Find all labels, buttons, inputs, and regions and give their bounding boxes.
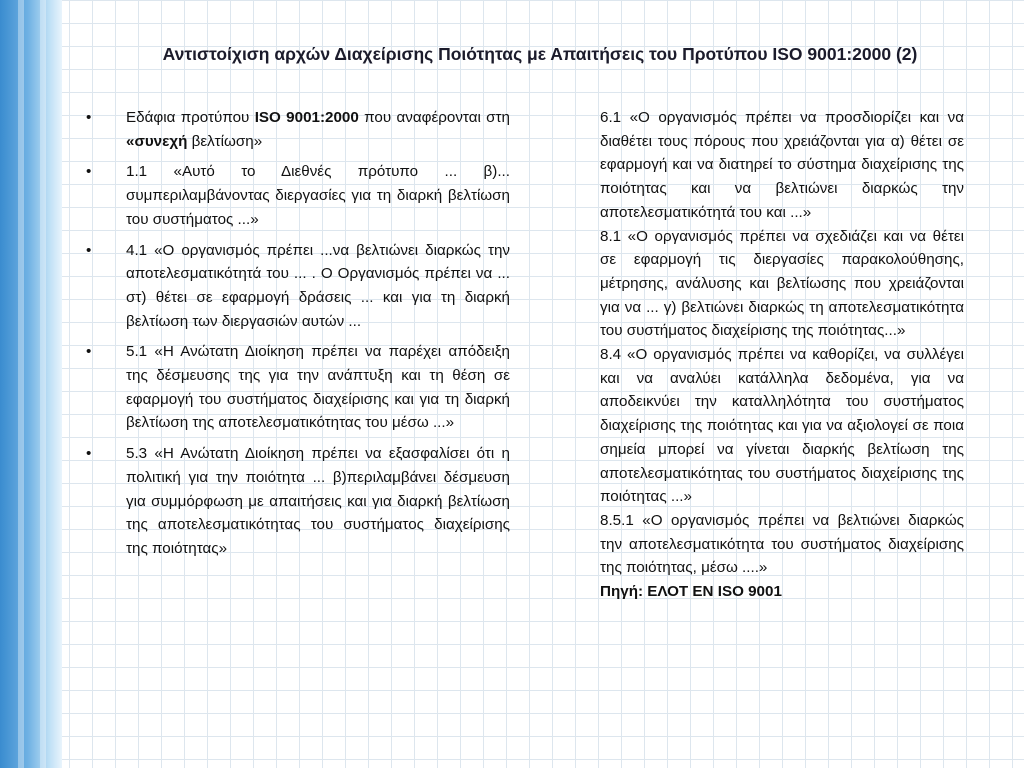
left-decorative-bar: [0, 0, 62, 768]
bar-stripe: [40, 0, 46, 768]
list-item: [86, 160, 510, 231]
list-item-text-part: βελτίωση»: [187, 132, 263, 150]
list-item: [86, 442, 510, 561]
slide-title: Αντιστοίχιση αρχών Διαχείρισης Ποιότητας με Απαιτήσεις του Προτύπου ISO 9001:2000 (2): [162, 44, 918, 64]
clause-paragraph-8-1: 8.1 «Ο οργανισμός πρέπει να σχεδιάζει και να θέτει σε εφαρμογή τις διεργασίες παρακολούθησης, μέτρησης, ανάλυσης και βελτίωσης που χρειάζονται για να ... γ) βελτιώνει διαρκώς τη αποτελεσματικότητα του συστήματος διαχείρισης της ποιότητας...»: [600, 227, 964, 340]
list-item-emphasis: «συνεχή: [126, 132, 188, 150]
right-text-column: [600, 106, 964, 604]
left-bullet-list: [86, 106, 510, 568]
list-item-text-part: που αναφέρονται στη: [358, 109, 511, 126]
list-item-text: 5.1 «Η Ανώτατη Διοίκηση πρέπει να παρέχει απόδειξη της δέσμευσης της για την ανάπτυξη και τη θέση σε εφαρμογή του συστήματος διαχείρισης και για τη διαρκή βελτίωση της αποτελεσματικότητας του μέσω ...»: [126, 343, 510, 432]
source-citation: Πηγή: ΕΛΟΤ ΕΝ ISO 9001: [600, 583, 782, 601]
list-item-standard-name: ISO 9001:2000: [254, 109, 359, 126]
bar-stripe: [18, 0, 24, 768]
clause-paragraph-8-5-1: 8.5.1 «Ο οργανισμός πρέπει να βελτιώνει διαρκώς την αποτελεσματικότητα του συστήματος διαχείρισης της ποιότητας, μέσω ....»: [600, 511, 964, 577]
clause-paragraph-8-4: 8.4 «Ο οργανισμός πρέπει να καθορίζει, να συλλέγει και να αναλύει κατάλληλα δεδομένα, για να αποδεικνύει την καταλληλότητα του συστήματος διαχείρισης της ποιότητας και για να αξιολογεί σε ποια σημεία μπορεί να γίνεται διαρκής βελτίωση της αποτελεσματικότητας του συστήματος διαχείρισης της ποιότητας ...»: [600, 346, 964, 506]
clause-paragraph-6-1: 6.1 «Ο οργανισμός πρέπει να προσδιορίζει και να διαθέτει τους πόρους που χρειάζονται για α) θέτει σε εφαρμογή και να διατηρεί το σύστημα διαχείρισης της ποιότητας και να βελτιώνει διαρκώς την αποτελεσματικότητά του και ...»: [600, 109, 964, 221]
list-item-text: 4.1 «Ο οργανισμός πρέπει ...να βελτιώνει διαρκώς την αποτελεσματικότητά του ... . Ο Οργανισμός πρέπει να ... στ) θέτει σε εφαρμογή δράσεις ... και για τη διαρκή βελτίωση των διεργασιών αυτών ...: [126, 241, 510, 330]
list-item: [86, 340, 510, 435]
bullet-icon: •: [86, 343, 92, 361]
bullet-icon: •: [86, 163, 92, 181]
bullet-icon: •: [86, 241, 92, 259]
bullet-icon: •: [86, 445, 92, 463]
list-item: [86, 239, 510, 334]
list-item-text: 5.3 «Η Ανώτατη Διοίκηση πρέπει να εξασφαλίσει ότι η πολιτική για την ποιότητα ... β)περιλαμβάνει δέσμευση για συμμόρφωση με απαιτήσεις και για διαρκή βελτίωση της αποτελεσματικότητας του συστήματος διαχείρισης της ποιότητας»: [126, 445, 510, 557]
bullet-icon: •: [86, 109, 92, 126]
list-item-text: 1.1 «Αυτό το Διεθνές πρότυπο ... β)... συμπεριλαμβάνοντας διεργασίες για τη διαρκή βελτίωση του συστήματος ...»: [126, 163, 510, 228]
list-item: [86, 106, 510, 153]
list-item-text-part: Εδάφια προτύπου: [126, 109, 255, 126]
